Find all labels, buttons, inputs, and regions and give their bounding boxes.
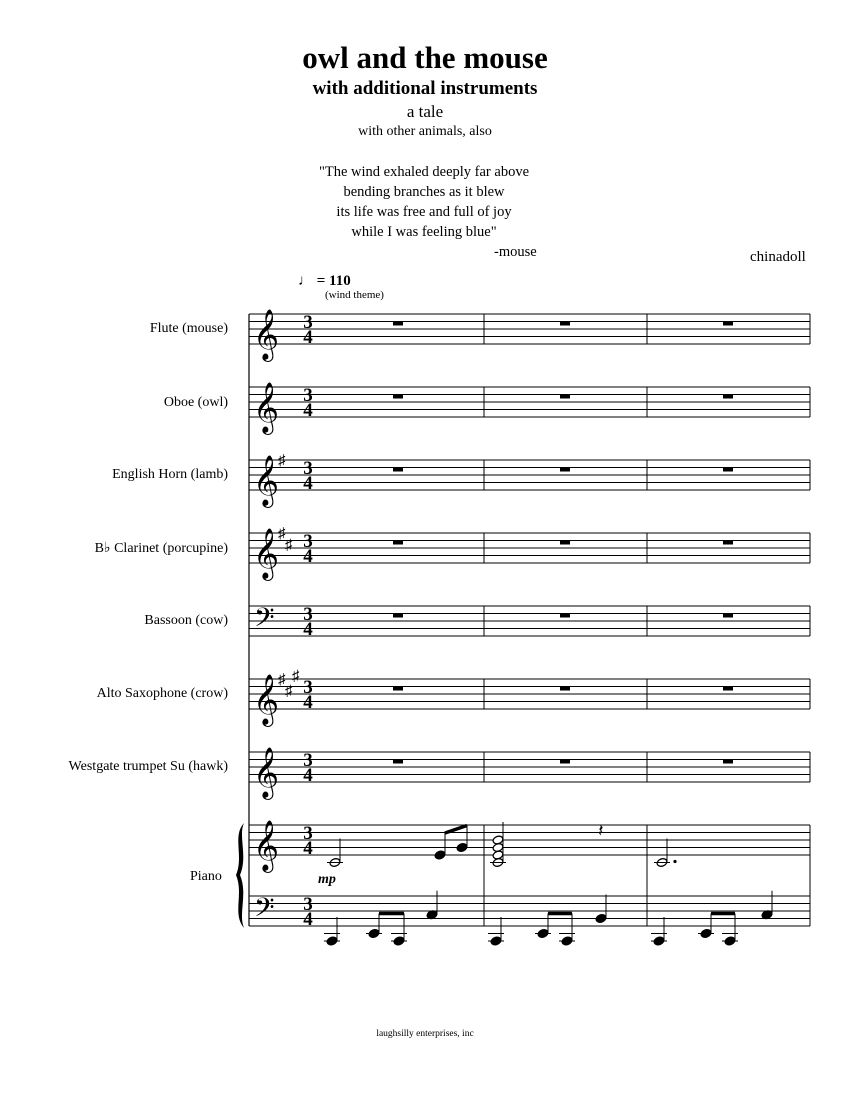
whole-rest-icon — [723, 541, 733, 545]
brace-icon — [236, 823, 244, 928]
time-signature-bottom: 4 — [303, 619, 313, 640]
treble-clef-icon: 𝄞 — [253, 456, 280, 505]
time-signature-bottom: 4 — [303, 327, 313, 348]
score-subsubtitle: a tale — [406, 102, 444, 121]
instrument-name: B♭ Clarinet (porcupine) — [94, 541, 228, 556]
time-signature-top: 3 — [303, 458, 313, 479]
score-title: owl and the mouse — [302, 40, 548, 75]
whole-rest-icon — [560, 687, 570, 691]
poem-line: its life was free and full of joy — [336, 204, 512, 220]
whole-rest-icon — [560, 468, 570, 472]
time-signature-top: 3 — [303, 894, 313, 915]
sharp-icon: ♯ — [278, 453, 286, 469]
whole-rest-icon — [393, 322, 403, 326]
whole-rest-icon — [560, 614, 570, 618]
augmentation-dot — [673, 860, 676, 863]
bass-clef-icon: 𝄢 — [254, 602, 275, 639]
score-subsubtitle-2: with other animals, also — [358, 124, 492, 139]
whole-rest-icon — [560, 760, 570, 764]
time-signature-bottom: 4 — [303, 909, 313, 930]
whole-rest-icon — [723, 614, 733, 618]
time-signature-bottom: 4 — [303, 765, 313, 786]
score-subtitle: with additional instruments — [312, 78, 538, 99]
time-signature-top: 3 — [303, 677, 313, 698]
whole-rest-icon — [393, 468, 403, 472]
note-head — [456, 842, 468, 852]
whole-rest-icon — [393, 395, 403, 399]
beam — [445, 826, 467, 834]
note-head — [434, 850, 446, 860]
whole-rest-icon — [723, 322, 733, 326]
whole-rest-icon — [723, 468, 733, 472]
treble-clef-icon: 𝄞 — [253, 748, 280, 797]
whole-rest-icon — [723, 760, 733, 764]
instrument-name: Oboe (owl) — [163, 395, 228, 410]
dynamic-marking: mp — [318, 872, 336, 887]
quarter-note-icon: ♩ — [298, 273, 313, 289]
whole-rest-icon — [393, 541, 403, 545]
time-signature-top: 3 — [303, 750, 313, 771]
sharp-icon: ♯ — [285, 683, 293, 700]
whole-rest-icon — [560, 395, 570, 399]
time-signature-top: 3 — [303, 385, 313, 406]
instrument-name: Bassoon (cow) — [144, 613, 228, 628]
treble-clef-icon: 𝄞 — [253, 310, 280, 359]
treble-clef-icon: 𝄞 — [253, 821, 280, 870]
time-signature-top: 3 — [303, 312, 313, 333]
time-signature-bottom: 4 — [303, 692, 313, 713]
instrument-name: English Horn (lamb) — [112, 467, 228, 482]
composer: chinadoll — [750, 249, 806, 265]
sharp-icon: ♯ — [278, 526, 286, 542]
instrument-name-piano: Piano — [190, 869, 222, 884]
poem-line: bending branches as it blew — [343, 184, 505, 200]
sharp-icon: ♯ — [278, 672, 286, 688]
whole-rest-icon — [393, 614, 403, 618]
whole-rest-icon — [723, 395, 733, 399]
time-signature-bottom: 4 — [303, 838, 313, 859]
treble-clef-icon: 𝄞 — [253, 675, 280, 724]
bass-clef-icon: 𝄢 — [254, 892, 275, 929]
note-head — [492, 835, 504, 845]
quarter-rest-icon: 𝄽 — [598, 820, 604, 841]
time-signature-top: 3 — [303, 531, 313, 552]
whole-rest-icon — [560, 322, 570, 326]
time-signature-top: 3 — [303, 604, 313, 625]
instrument-name: Alto Saxophone (crow) — [96, 686, 228, 701]
treble-clef-icon: 𝄞 — [253, 383, 280, 432]
instrument-name: Flute (mouse) — [149, 321, 228, 336]
tempo-value: = 110 — [316, 273, 351, 289]
poem-attribution: -mouse — [494, 244, 537, 260]
whole-rest-icon — [723, 687, 733, 691]
whole-rest-icon — [560, 541, 570, 545]
treble-clef-icon: 𝄞 — [253, 529, 280, 578]
poem-line: "The wind exhaled deeply far above — [318, 164, 530, 180]
note-head — [595, 913, 607, 923]
footer-copyright: laughsilly enterprises, inc — [376, 1029, 474, 1039]
sharp-icon: ♯ — [285, 537, 293, 554]
whole-rest-icon — [393, 760, 403, 764]
time-signature-bottom: 4 — [303, 473, 313, 494]
whole-rest-icon — [393, 687, 403, 691]
staff-contents — [236, 310, 810, 946]
time-signature-top: 3 — [303, 823, 313, 844]
time-signature-bottom: 4 — [303, 546, 313, 567]
tempo-text: (wind theme) — [325, 289, 384, 301]
time-signature-bottom: 4 — [303, 400, 313, 421]
instrument-name: Westgate trumpet Su (hawk) — [68, 759, 228, 774]
sharp-icon: ♯ — [292, 668, 300, 685]
poem-line: while I was feeling blue" — [351, 224, 497, 240]
